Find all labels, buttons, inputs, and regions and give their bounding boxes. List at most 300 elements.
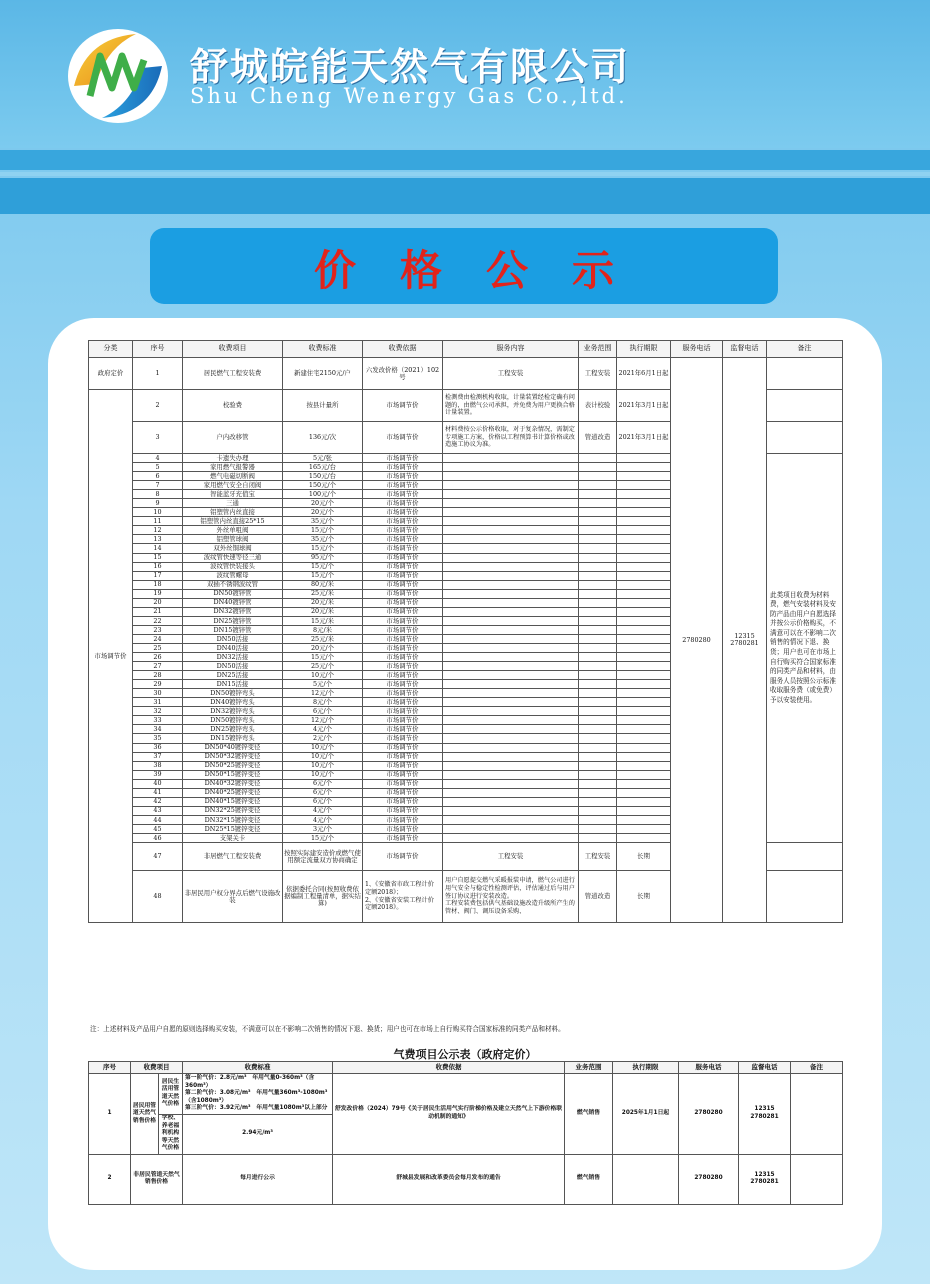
cell-period <box>617 490 671 499</box>
cell-content <box>443 680 579 689</box>
cell-item: 波纹管螺母 <box>183 571 283 580</box>
table-row <box>89 1154 843 1204</box>
cell-period <box>617 481 671 490</box>
cell-period <box>617 544 671 553</box>
cell-content: 用户自愿提交燃气采暖报装申请，燃气公司进行用气安全与稳定性检测评估，评估通过后与用户签订协议进行安装改造。 工程安装费包括供气基础设施改造升级所产生的管材、阀门、调压设备采购、 <box>443 871 579 923</box>
cell-subitem: 居民生活用管道天然气价格 <box>159 1074 183 1115</box>
cell-basis: 市场调节价 <box>363 761 443 770</box>
cell-item: 铝塑管内丝直接 <box>183 508 283 517</box>
header-category: 分类 <box>89 341 133 358</box>
cell-scope <box>579 761 617 770</box>
cell-period <box>617 553 671 562</box>
header-basis: 收费依据 <box>333 1062 565 1074</box>
table-row <box>89 358 843 390</box>
cell-standard: 25元/米 <box>283 589 363 598</box>
cell-scope <box>579 607 617 616</box>
header-standard: 收费标准 <box>283 341 363 358</box>
cell-scope <box>579 815 617 824</box>
cell-content <box>443 779 579 788</box>
cell-no: 31 <box>133 698 183 707</box>
cell-scope <box>579 472 617 481</box>
cell-item: 非居民用户权分界点后燃气设施改装 <box>183 871 283 923</box>
cell-scope: 燃气销售 <box>565 1074 613 1155</box>
cell-content <box>443 544 579 553</box>
cell-remark <box>767 422 843 454</box>
cell-standard: 6元/个 <box>283 779 363 788</box>
cell-content <box>443 806 579 815</box>
cell-supervise-phone: 12315 2780281 <box>739 1074 791 1155</box>
cell-basis: 市场调节价 <box>363 833 443 842</box>
header-content: 服务内容 <box>443 341 579 358</box>
cell-content <box>443 671 579 680</box>
cell-item: DN50*15镀锌变径 <box>183 770 283 779</box>
cell-content <box>443 788 579 797</box>
header-period: 执行期限 <box>617 341 671 358</box>
header-supervise-phone: 监督电话 <box>739 1062 791 1074</box>
cell-basis: 市场调节价 <box>363 843 443 871</box>
cell-content <box>443 797 579 806</box>
header-no: 序号 <box>89 1062 131 1074</box>
cell-content <box>443 833 579 842</box>
cell-standard: 150元/个 <box>283 481 363 490</box>
cell-content <box>443 535 579 544</box>
header-item: 收费项目 <box>183 341 283 358</box>
cell-scope <box>579 562 617 571</box>
cell-item: 家用燃气报警器 <box>183 463 283 472</box>
cell-category: 政府定价 <box>89 358 133 390</box>
cell-standard: 6元/个 <box>283 797 363 806</box>
cell-basis: 市场调节价 <box>363 490 443 499</box>
cell-period <box>617 824 671 833</box>
cell-scope <box>579 499 617 508</box>
cell-basis: 市场调节价 <box>363 634 443 643</box>
cell-scope <box>579 806 617 815</box>
cell-item: DN40*32镀锌变径 <box>183 779 283 788</box>
cell-item: DN32镀锌管 <box>183 607 283 616</box>
cell-standard: 136元/次 <box>283 422 363 454</box>
cell-no: 10 <box>133 508 183 517</box>
cell-scope: 管道改造 <box>579 871 617 923</box>
cell-standard: 35元/个 <box>283 517 363 526</box>
cell-scope <box>579 824 617 833</box>
cell-basis: 市场调节价 <box>363 481 443 490</box>
cell-remark <box>767 390 843 422</box>
cell-basis: 市场调节价 <box>363 779 443 788</box>
cell-item: DN15镀锌管 <box>183 625 283 634</box>
divider-band <box>0 178 930 214</box>
cell-standard: 15元/个 <box>283 833 363 842</box>
cell-period <box>617 788 671 797</box>
cell-period <box>617 562 671 571</box>
cell-remark <box>791 1154 843 1204</box>
cell-standard: 95元/个 <box>283 553 363 562</box>
cell-item: DN50镀锌管 <box>183 589 283 598</box>
cell-scope <box>579 571 617 580</box>
cell-content <box>443 481 579 490</box>
cell-no: 21 <box>133 607 183 616</box>
gas-price-table <box>88 1061 843 1205</box>
cell-no: 22 <box>133 616 183 625</box>
cell-basis: 市场调节价 <box>363 643 443 652</box>
cell-content <box>443 689 579 698</box>
cell-no: 3 <box>133 422 183 454</box>
cell-item: DN15活接 <box>183 680 283 689</box>
cell-period <box>617 734 671 743</box>
cell-item: DN50镀锌弯头 <box>183 716 283 725</box>
cell-standard: 12元/个 <box>283 716 363 725</box>
table-row <box>89 1074 843 1115</box>
cell-standard: 15元/米 <box>283 616 363 625</box>
cell-item: DN25*15镀锌变径 <box>183 824 283 833</box>
cell-item: 智能蓝牙充值宝 <box>183 490 283 499</box>
cell-scope <box>579 653 617 662</box>
cell-scope <box>579 725 617 734</box>
cell-no: 34 <box>133 725 183 734</box>
cell-no: 8 <box>133 490 183 499</box>
cell-scope <box>579 508 617 517</box>
cell-item: 校验费 <box>183 390 283 422</box>
cell-no: 47 <box>133 843 183 871</box>
cell-no: 18 <box>133 580 183 589</box>
cell-item: DN40*25镀锌变径 <box>183 788 283 797</box>
cell-period <box>617 508 671 517</box>
cell-content <box>443 616 579 625</box>
cell-scope <box>579 598 617 607</box>
cell-period: 2021年6月1日起 <box>617 358 671 390</box>
cell-content <box>443 761 579 770</box>
cell-content <box>443 580 579 589</box>
cell-content <box>443 634 579 643</box>
cell-basis: 舒城县发展和改革委员会每月发布的通告 <box>333 1154 565 1204</box>
cell-content <box>443 643 579 652</box>
cell-content <box>443 653 579 662</box>
cell-standard: 按照实际建安造价或燃气使用额定流量双方协商确定 <box>283 843 363 871</box>
cell-remark <box>767 358 843 390</box>
cell-scope <box>579 707 617 716</box>
cell-no: 20 <box>133 598 183 607</box>
cell-no: 37 <box>133 752 183 761</box>
cell-basis: 市场调节价 <box>363 698 443 707</box>
cell-content <box>443 454 579 463</box>
cell-basis: 市场调节价 <box>363 743 443 752</box>
cell-no: 39 <box>133 770 183 779</box>
cell-content <box>443 707 579 716</box>
cell-content <box>443 589 579 598</box>
tier-3: 第三阶气价：3.92元/m³ 年用气量1080m³以上部分 <box>185 1105 328 1112</box>
cell-content <box>443 472 579 481</box>
cell-item: DN50镀锌弯头 <box>183 689 283 698</box>
cell-basis: 市场调节价 <box>363 806 443 815</box>
cell-no: 38 <box>133 761 183 770</box>
cell-standard: 35元/个 <box>283 535 363 544</box>
cell-no: 26 <box>133 653 183 662</box>
cell-period <box>617 716 671 725</box>
cell-period <box>617 526 671 535</box>
cell-content <box>443 571 579 580</box>
cell-scope <box>579 517 617 526</box>
cell-no: 15 <box>133 553 183 562</box>
cell-scope <box>579 544 617 553</box>
company-logo-icon <box>66 26 170 126</box>
cell-scope <box>579 625 617 634</box>
cell-scope <box>579 580 617 589</box>
cell-item: DN50活接 <box>183 662 283 671</box>
cell-category-market: 市场调节价 <box>89 390 133 923</box>
table-header-row <box>89 341 843 358</box>
cell-period <box>617 671 671 680</box>
cell-content <box>443 499 579 508</box>
cell-content <box>443 770 579 779</box>
tier-2: 第二阶气价：3.08元/m³ 年用气量360m³-1080m³（含1080m³） <box>185 1090 328 1104</box>
cell-no: 41 <box>133 788 183 797</box>
cell-standard: 20元/米 <box>283 607 363 616</box>
cell-scope <box>579 634 617 643</box>
cell-item: DN32活接 <box>183 653 283 662</box>
cell-standard: 10元/个 <box>283 761 363 770</box>
cell-basis: 市场调节价 <box>363 472 443 481</box>
cell-content <box>443 598 579 607</box>
cell-scope <box>579 833 617 842</box>
cell-no: 17 <box>133 571 183 580</box>
cell-scope <box>579 463 617 472</box>
cell-standard: 20元/个 <box>283 499 363 508</box>
cell-item: 居民燃气工程安装费 <box>183 358 283 390</box>
cell-period <box>617 472 671 481</box>
cell-remark <box>791 1074 843 1155</box>
cell-service-phone: 2780280 <box>671 358 723 923</box>
cell-no: 4 <box>133 454 183 463</box>
cell-item: DN50*25镀锌变径 <box>183 761 283 770</box>
cell-basis: 舒发改价格（2024）79号《关于居民生活用气实行阶梯价格及建立天然气上下游价格联动机制的通知》 <box>333 1074 565 1155</box>
cell-period <box>617 598 671 607</box>
cell-basis: 市场调节价 <box>363 788 443 797</box>
cell-scope <box>579 698 617 707</box>
cell-scope <box>579 752 617 761</box>
cell-basis: 六发改价格（2021）102号 <box>363 358 443 390</box>
cell-content <box>443 607 579 616</box>
cell-content <box>443 526 579 535</box>
cell-scope <box>579 481 617 490</box>
cell-period <box>617 454 671 463</box>
cell-item: DN40镀锌管 <box>183 598 283 607</box>
cell-period: 2021年3月1日起 <box>617 422 671 454</box>
cell-no: 40 <box>133 779 183 788</box>
cell-scope <box>579 553 617 562</box>
cell-standard: 新建住宅2150元/户 <box>283 358 363 390</box>
cell-standard: 10元/个 <box>283 752 363 761</box>
cell-period: 2025年1月1日起 <box>613 1074 679 1155</box>
cell-service-phone: 2780280 <box>679 1074 739 1155</box>
cell-content: 工程安装 <box>443 843 579 871</box>
tier-1: 第一阶气价：2.8元/m³ 年用气量0-360m³（含360m³） <box>185 1075 315 1089</box>
cell-no: 12 <box>133 526 183 535</box>
cell-basis: 市场调节价 <box>363 770 443 779</box>
cell-remark <box>767 871 843 923</box>
cell-no: 32 <box>133 707 183 716</box>
cell-scope: 表计校验 <box>579 390 617 422</box>
cell-scope <box>579 770 617 779</box>
cell-no: 28 <box>133 671 183 680</box>
cell-no: 2 <box>89 1154 131 1204</box>
cell-period <box>617 607 671 616</box>
cell-period <box>617 761 671 770</box>
cell-item: DN25活接 <box>183 671 283 680</box>
gas-table-header-row <box>89 1062 843 1074</box>
cell-scope <box>579 779 617 788</box>
cell-scope <box>579 490 617 499</box>
cell-scope: 工程安装 <box>579 358 617 390</box>
table-note: 注：上述材料及产品用户自愿的原则选择购买安装，不满意可以在不影响二次销售的情况下退、换货；用户也可在市场上自行购买符合国家标准的同类产品和材料。 <box>90 1025 565 1033</box>
cell-standard: 每月进行公示 <box>183 1154 333 1204</box>
cell-period <box>617 517 671 526</box>
cell-content <box>443 463 579 472</box>
cell-basis: 1、《安徽省市政工程计价定额2018》； 2、《安徽省安装工程计价定额2018》。 <box>363 871 443 923</box>
cell-period <box>617 698 671 707</box>
cell-basis: 市场调节价 <box>363 571 443 580</box>
cell-no: 42 <box>133 797 183 806</box>
cell-content <box>443 824 579 833</box>
cell-scope <box>579 535 617 544</box>
cell-basis: 市场调节价 <box>363 607 443 616</box>
header-banner <box>0 0 930 148</box>
cell-no: 11 <box>133 517 183 526</box>
cell-standard: 15元/个 <box>283 571 363 580</box>
cell-standard: 依据委托合同(按照收费依据编制工程量清单，据实结算) <box>283 871 363 923</box>
cell-basis: 市场调节价 <box>363 797 443 806</box>
cell-basis: 市场调节价 <box>363 689 443 698</box>
cell-period <box>617 463 671 472</box>
header-scope: 业务范围 <box>565 1062 613 1074</box>
cell-standard: 4元/个 <box>283 725 363 734</box>
cell-basis: 市场调节价 <box>363 598 443 607</box>
cell-period <box>617 535 671 544</box>
cell-no: 7 <box>133 481 183 490</box>
cell-basis: 市场调节价 <box>363 499 443 508</box>
cell-no: 48 <box>133 871 183 923</box>
cell-content <box>443 743 579 752</box>
cell-item: DN40活接 <box>183 643 283 652</box>
cell-period: 长期 <box>617 843 671 871</box>
cell-no: 25 <box>133 643 183 652</box>
cell-period <box>617 616 671 625</box>
divider-band <box>0 172 930 176</box>
cell-content <box>443 815 579 824</box>
cell-scope <box>579 662 617 671</box>
cell-scope <box>579 797 617 806</box>
cell-period: 2021年3月1日起 <box>617 390 671 422</box>
cell-standard: 20元/个 <box>283 643 363 652</box>
cell-no: 23 <box>133 625 183 634</box>
cell-item: DN40*15镀锌变径 <box>183 797 283 806</box>
cell-remark <box>767 843 843 871</box>
cell-content <box>443 662 579 671</box>
cell-period <box>617 725 671 734</box>
cell-content: 工程安装 <box>443 358 579 390</box>
cell-item: 卡遗失办理 <box>183 454 283 463</box>
cell-item: 燃气电磁切断阀 <box>183 472 283 481</box>
cell-item: DN25镀锌弯头 <box>183 725 283 734</box>
price-table <box>88 340 843 923</box>
cell-basis: 市场调节价 <box>363 625 443 634</box>
cell-item: 波纹管快速等径三通 <box>183 553 283 562</box>
cell-item: DN25镀锌管 <box>183 616 283 625</box>
cell-basis: 市场调节价 <box>363 662 443 671</box>
cell-standard: 15元/个 <box>283 653 363 662</box>
cell-period <box>617 662 671 671</box>
cell-item: 铝塑管球阀 <box>183 535 283 544</box>
cell-basis: 市场调节价 <box>363 653 443 662</box>
header-remark: 备注 <box>791 1062 843 1074</box>
cell-no: 1 <box>133 358 183 390</box>
cell-basis: 市场调节价 <box>363 716 443 725</box>
cell-scope <box>579 716 617 725</box>
cell-item: 支架关卡 <box>183 833 283 842</box>
cell-item: 居民用管道天然气销售价格 <box>131 1074 159 1155</box>
cell-no: 36 <box>133 743 183 752</box>
cell-period <box>617 770 671 779</box>
cell-period <box>617 571 671 580</box>
cell-period <box>617 815 671 824</box>
cell-standard: 8元/米 <box>283 625 363 634</box>
cell-item: DN40镀锌弯头 <box>183 698 283 707</box>
header-remark: 备注 <box>767 341 843 358</box>
cell-content <box>443 508 579 517</box>
cell-period <box>617 797 671 806</box>
header-no: 序号 <box>133 341 183 358</box>
company-name-en: Shu Cheng Wenergy Gas Co.,ltd. <box>190 84 628 108</box>
cell-period <box>617 680 671 689</box>
cell-item: 外丝单咀阀 <box>183 526 283 535</box>
cell-period <box>617 707 671 716</box>
cell-period <box>617 643 671 652</box>
cell-content <box>443 490 579 499</box>
cell-period <box>613 1154 679 1204</box>
cell-content <box>443 698 579 707</box>
page-title: 价格公示 <box>313 246 658 295</box>
header-scope: 业务范围 <box>579 341 617 358</box>
cell-no: 43 <box>133 806 183 815</box>
cell-no: 19 <box>133 589 183 598</box>
cell-basis: 市场调节价 <box>363 517 443 526</box>
cell-standard: 100元/个 <box>283 490 363 499</box>
cell-standard: 20元/米 <box>283 598 363 607</box>
cell-item: DN32镀锌弯头 <box>183 707 283 716</box>
header-item: 收费项目 <box>131 1062 183 1074</box>
cell-basis: 市场调节价 <box>363 680 443 689</box>
cell-standard: 4元/个 <box>283 815 363 824</box>
cell-period <box>617 752 671 761</box>
cell-basis: 市场调节价 <box>363 526 443 535</box>
cell-basis: 市场调节价 <box>363 422 443 454</box>
cell-basis: 市场调节价 <box>363 725 443 734</box>
cell-scope <box>579 743 617 752</box>
cell-item: DN50*40镀锌变径 <box>183 743 283 752</box>
cell-basis: 市场调节价 <box>363 544 443 553</box>
cell-scope: 管道改造 <box>579 422 617 454</box>
cell-period <box>617 806 671 815</box>
cell-period <box>617 580 671 589</box>
cell-scope <box>579 680 617 689</box>
cell-period <box>617 589 671 598</box>
cell-item: DN50活接 <box>183 634 283 643</box>
cell-period <box>617 779 671 788</box>
cell-item: 非居民管道天然气销售价格 <box>131 1154 183 1204</box>
cell-standard: 2元/个 <box>283 734 363 743</box>
cell-period <box>617 743 671 752</box>
cell-content <box>443 517 579 526</box>
cell-standard: 10元/个 <box>283 743 363 752</box>
divider-band <box>0 150 930 170</box>
